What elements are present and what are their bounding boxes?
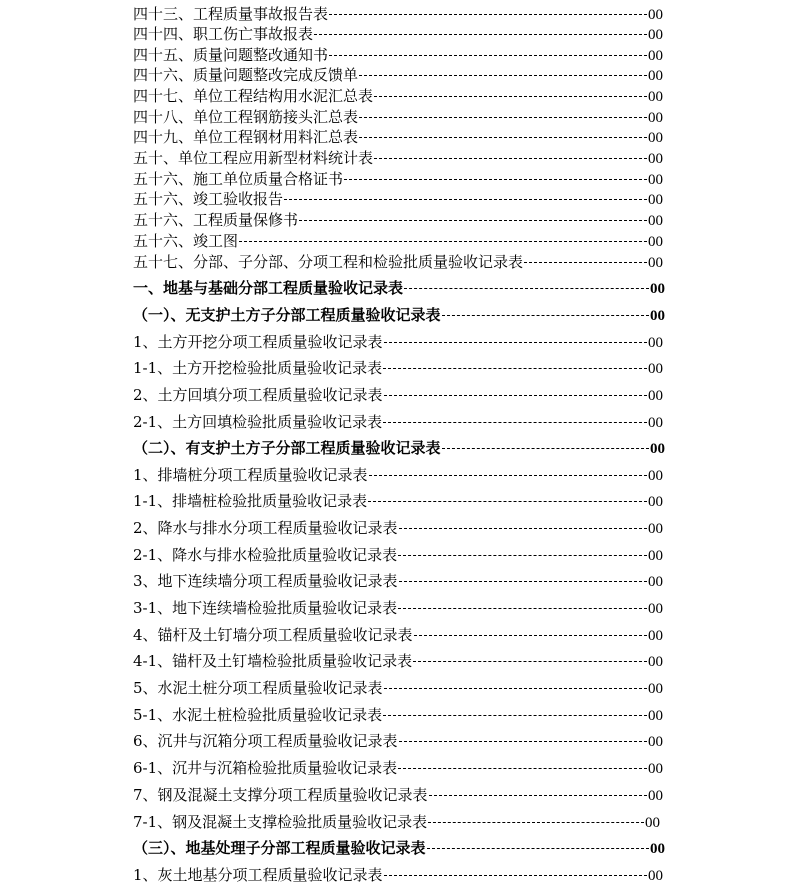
toc-entry[interactable] — [133, 64, 663, 84]
toc-entry[interactable] — [133, 106, 663, 126]
toc-entry-label: 2、降水与排水分项工程质量验收记录表 — [133, 519, 398, 537]
toc-leader-line — [399, 581, 647, 582]
toc-entry-page-number: 00 — [648, 27, 663, 43]
toc-entry-label: 五十六、竣工验收报告 — [133, 190, 284, 208]
toc-leader-line — [374, 158, 647, 159]
toc-entry-page-number: 00 — [648, 130, 663, 146]
toc-entry[interactable] — [133, 209, 663, 229]
toc-entry[interactable] — [133, 650, 663, 670]
toc-entry-page-number: 00 — [648, 494, 663, 510]
toc-entry-page-number: 00 — [650, 441, 665, 457]
toc-entry-page-number: 00 — [648, 468, 663, 484]
toc-entry[interactable] — [133, 837, 665, 857]
toc-leader-line — [384, 342, 647, 343]
toc-entry-page-number: 00 — [650, 841, 665, 857]
toc-entry-page-number: 00 — [650, 308, 665, 324]
toc-entry-label: 7-1、钢及混凝土支撑检验批质量验收记录表 — [133, 813, 428, 831]
toc-entry-page-number: 00 — [648, 335, 663, 351]
toc-entry-page-number: 00 — [648, 788, 663, 804]
toc-entry-label: 五十、单位工程应用新型材料统计表 — [133, 149, 374, 167]
toc-entry-label: （一）、无支护土方子分部工程质量验收记录表 — [133, 306, 441, 324]
toc-entry-label: 四十五、质量问题整改通知书 — [133, 46, 329, 64]
toc-entry[interactable] — [133, 544, 663, 564]
toc-leader-line — [359, 117, 647, 118]
toc-entry-page-number: 00 — [648, 89, 663, 105]
toc-entry-page-number: 00 — [648, 151, 663, 167]
toc-entry[interactable] — [133, 811, 660, 831]
toc-entry-label: 1、灰土地基分项工程质量验收记录表 — [133, 866, 383, 884]
toc-entry[interactable] — [133, 331, 663, 351]
toc-entry[interactable] — [133, 704, 663, 724]
toc-leader-line — [239, 241, 647, 242]
toc-entry[interactable] — [133, 304, 665, 324]
toc-entry-label: 四十六、质量问题整改完成反馈单 — [133, 66, 359, 84]
toc-entry-page-number: 00 — [650, 281, 665, 297]
toc-entry[interactable] — [133, 784, 663, 804]
toc-entry[interactable] — [133, 188, 663, 208]
toc-leader-line — [299, 220, 647, 221]
toc-entry-label: 1、土方开挖分项工程质量验收记录表 — [133, 333, 383, 351]
toc-leader-line — [359, 137, 647, 138]
toc-entry-page-number: 00 — [648, 110, 663, 126]
toc-leader-line — [344, 179, 647, 180]
toc-leader-line — [398, 555, 647, 556]
toc-entry[interactable] — [133, 464, 663, 484]
toc-leader-line — [368, 501, 647, 502]
toc-entry[interactable] — [133, 411, 663, 431]
toc-leader-line — [398, 768, 647, 769]
toc-entry-page-number: 00 — [648, 255, 663, 271]
toc-entry[interactable] — [133, 517, 663, 537]
toc-entry[interactable] — [133, 597, 663, 617]
toc-entry-label: 四十三、工程质量事故报告表 — [133, 5, 329, 23]
toc-entry[interactable] — [133, 230, 663, 250]
toc-entry-label: 一、地基与基础分部工程质量验收记录表 — [133, 279, 404, 297]
toc-entry-label: 五十七、分部、子分部、分项工程和检验批质量验收记录表 — [133, 253, 524, 271]
toc-entry-label: 3-1、地下连续墙检验批质量验收记录表 — [133, 599, 398, 617]
toc-entry-label: 3、地下连续墙分项工程质量验收记录表 — [133, 572, 398, 590]
toc-entry-label: 4-1、锚杆及土钉墙检验批质量验收记录表 — [133, 652, 413, 670]
toc-entry-label: 1-1、排墙桩检验批质量验收记录表 — [133, 492, 368, 510]
toc-entry-label: 1、排墙桩分项工程质量验收记录表 — [133, 466, 368, 484]
toc-leader-line — [384, 395, 647, 396]
toc-leader-line — [374, 96, 647, 97]
toc-entry-label: 2-1、降水与排水检验批质量验收记录表 — [133, 546, 398, 564]
toc-entry-label: 四十八、单位工程钢筋接头汇总表 — [133, 108, 359, 126]
toc-entry-page-number: 00 — [648, 48, 663, 64]
toc-entry-label: 1-1、土方开挖检验批质量验收记录表 — [133, 359, 383, 377]
toc-entry-page-number: 00 — [648, 761, 663, 777]
toc-entry-page-number: 00 — [648, 708, 663, 724]
toc-entry[interactable] — [133, 677, 663, 697]
toc-leader-line — [399, 741, 647, 742]
toc-entry-page-number: 00 — [648, 234, 663, 250]
toc-entry-label: 2、土方回填分项工程质量验收记录表 — [133, 386, 383, 404]
toc-leader-line — [404, 288, 649, 289]
toc-leader-line — [442, 448, 649, 449]
toc-entry-label: 5、水泥土桩分项工程质量验收记录表 — [133, 679, 383, 697]
toc-entry[interactable] — [133, 437, 665, 457]
toc-entry[interactable] — [133, 384, 663, 404]
toc-entry-page-number: 00 — [648, 601, 663, 617]
toc-leader-line — [413, 661, 647, 662]
toc-entry-page-number: 00 — [648, 7, 663, 23]
toc-entry-page-number: 00 — [648, 361, 663, 377]
toc-entry-page-number: 00 — [645, 815, 660, 831]
toc-entry-label: 7、钢及混凝土支撑分项工程质量验收记录表 — [133, 786, 428, 804]
toc-entry-label: （二）、有支护土方子分部工程质量验收记录表 — [133, 439, 441, 457]
toc-entry[interactable] — [133, 570, 663, 590]
toc-entry-label: 6-1、沉井与沉箱检验批质量验收记录表 — [133, 759, 398, 777]
toc-leader-line — [369, 475, 647, 476]
toc-entry-page-number: 00 — [648, 548, 663, 564]
toc-entry[interactable] — [133, 23, 663, 43]
toc-leader-line — [383, 422, 647, 423]
toc-entry[interactable] — [133, 730, 663, 750]
toc-entry-label: 6、沉井与沉箱分项工程质量验收记录表 — [133, 732, 398, 750]
toc-entry[interactable] — [133, 44, 663, 64]
toc-leader-line — [524, 262, 647, 263]
toc-entry-page-number: 00 — [648, 574, 663, 590]
toc-leader-line — [442, 315, 649, 316]
toc-entry-page-number: 00 — [648, 868, 663, 884]
toc-entry-page-number: 00 — [648, 654, 663, 670]
toc-leader-line — [384, 875, 647, 876]
toc-entry-page-number: 00 — [648, 192, 663, 208]
toc-entry[interactable] — [133, 3, 663, 23]
toc-entry-page-number: 00 — [648, 172, 663, 188]
toc-entry[interactable] — [133, 251, 663, 271]
toc-entry-label: 四十七、单位工程结构用水泥汇总表 — [133, 87, 374, 105]
toc-entry[interactable] — [133, 357, 663, 377]
toc-entry-page-number: 00 — [648, 68, 663, 84]
toc-entry-page-number: 00 — [648, 213, 663, 229]
toc-leader-line — [398, 608, 647, 609]
toc-entry-page-number: 00 — [648, 388, 663, 404]
toc-entry-label: 4、锚杆及土钉墙分项工程质量验收记录表 — [133, 626, 413, 644]
toc-entry[interactable] — [133, 85, 663, 105]
toc-entry[interactable] — [133, 147, 663, 167]
toc-entry-label: 五十六、施工单位质量合格证书 — [133, 170, 344, 188]
toc-entry-label: 四十四、职工伤亡事故报表 — [133, 25, 314, 43]
toc-entry-label: 5-1、水泥土桩检验批质量验收记录表 — [133, 706, 383, 724]
toc-entry[interactable] — [133, 277, 665, 297]
toc-entry[interactable] — [133, 490, 663, 510]
toc-leader-line — [383, 368, 647, 369]
toc-leader-line — [427, 848, 649, 849]
toc-leader-line — [383, 715, 647, 716]
toc-entry-page-number: 00 — [648, 415, 663, 431]
toc-leader-line — [329, 55, 647, 56]
toc-entry-label: 五十六、竣工图 — [133, 232, 239, 250]
toc-leader-line — [414, 635, 647, 636]
toc-leader-line — [359, 75, 647, 76]
toc-entry[interactable] — [133, 624, 663, 644]
toc-entry-label: 2-1、土方回填检验批质量验收记录表 — [133, 413, 383, 431]
toc-entry-page-number: 00 — [648, 521, 663, 537]
toc-entry-label: 五十六、工程质量保修书 — [133, 211, 299, 229]
toc-entry-page-number: 00 — [648, 681, 663, 697]
toc-entry[interactable] — [133, 757, 663, 777]
toc-leader-line — [399, 528, 647, 529]
toc-leader-line — [384, 688, 647, 689]
toc-entry[interactable] — [133, 126, 663, 146]
toc-entry-label: （三）、地基处理子分部工程质量验收记录表 — [133, 839, 426, 857]
toc-leader-line — [329, 14, 647, 15]
toc-entry-page-number: 00 — [648, 628, 663, 644]
toc-entry[interactable] — [133, 168, 663, 188]
toc-leader-line — [284, 199, 647, 200]
toc-leader-line — [429, 795, 647, 796]
toc-leader-line — [428, 822, 644, 823]
toc-leader-line — [314, 34, 647, 35]
toc-entry[interactable] — [133, 864, 663, 884]
toc-entry-page-number: 00 — [648, 734, 663, 750]
toc-entry-label: 四十九、单位工程钢材用料汇总表 — [133, 128, 359, 146]
